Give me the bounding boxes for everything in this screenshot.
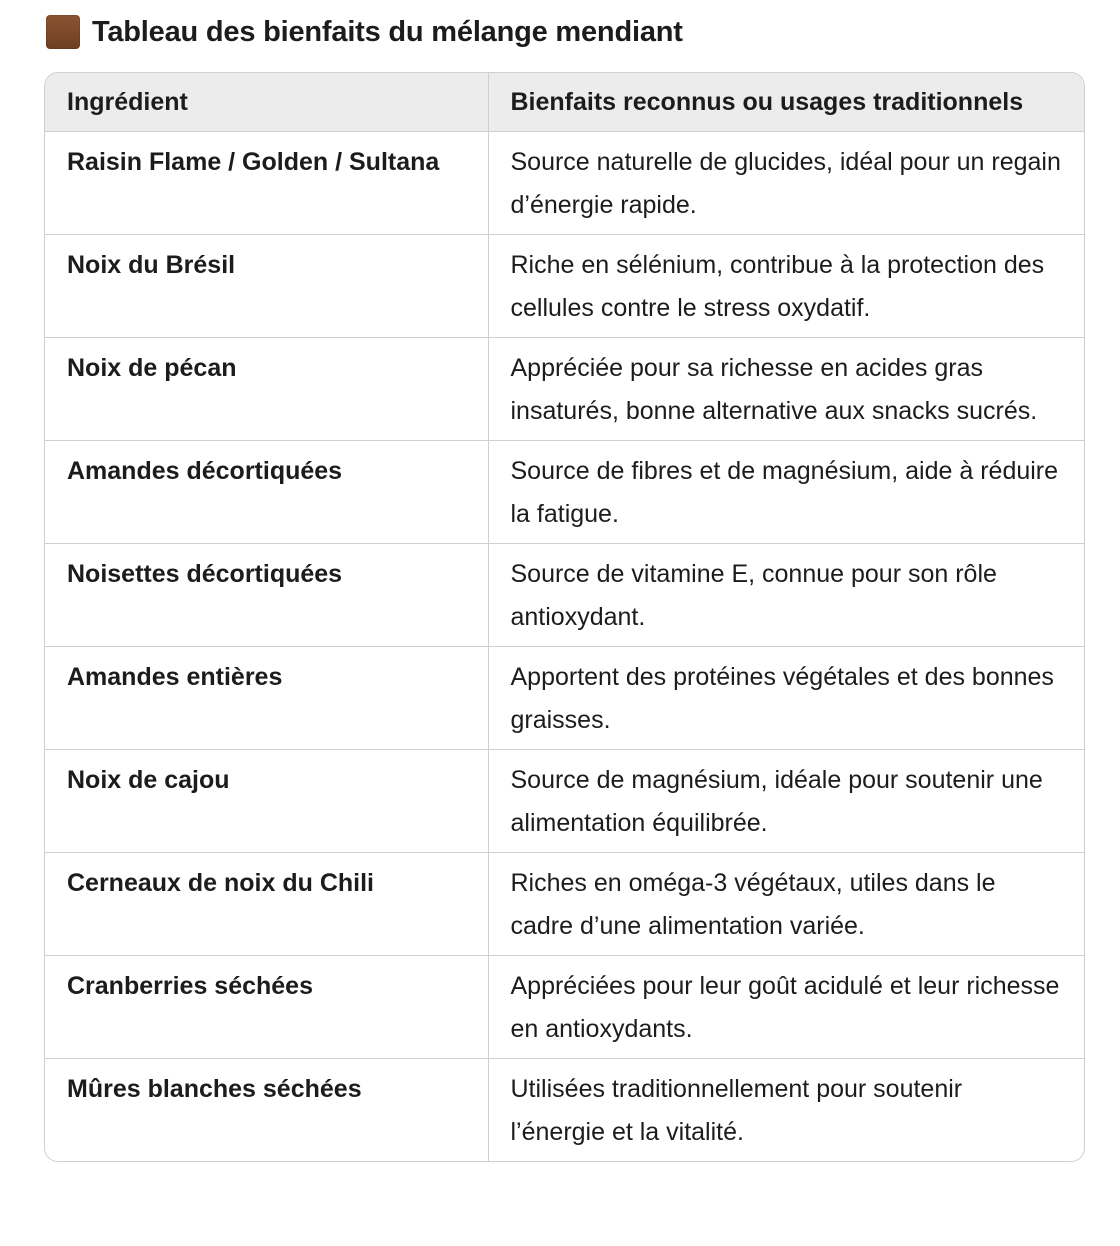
table-row [45, 441, 1084, 544]
ingredient-cell: Amandes décortiquées [45, 441, 488, 544]
benefits-table [44, 72, 1085, 1162]
benefit-cell: Riche en sélénium, contribue à la protection des cellules contre le stress oxydatif. [488, 235, 1084, 338]
ingredient-cell: Noix du Brésil [45, 235, 488, 338]
column-header-benefits: Bienfaits reconnus ou usages traditionnels [488, 73, 1084, 132]
page-title-text: Tableau des bienfaits du mélange mendiant [92, 15, 683, 48]
table-row [45, 338, 1084, 441]
table-row [45, 235, 1084, 338]
table-header-row [45, 73, 1084, 132]
ingredient-cell: Noix de cajou [45, 750, 488, 853]
ingredient-cell: Cranberries séchées [45, 956, 488, 1059]
column-header-ingredient: Ingrédient [45, 73, 488, 132]
ingredient-cell: Raisin Flame / Golden / Sultana [45, 132, 488, 235]
table-row [45, 647, 1084, 750]
benefit-cell: Source de fibres et de magnésium, aide à réduire la fatigue. [488, 441, 1084, 544]
benefits-table-grid [45, 73, 1084, 1161]
benefit-cell: Riches en oméga-3 végétaux, utiles dans le cadre d’une alimentation variée. [488, 853, 1084, 956]
brown-square-icon [46, 15, 80, 49]
benefit-cell: Source naturelle de glucides, idéal pour un regain d’énergie rapide. [488, 132, 1084, 235]
ingredient-cell: Mûres blanches séchées [67, 1075, 362, 1103]
table-row [45, 853, 1084, 956]
benefit-cell: Appréciée pour sa richesse en acides gras insaturés, bonne alternative aux snacks sucrés. [488, 338, 1084, 441]
benefit-cell: Source de vitamine E, connue pour son rôle antioxydant. [488, 544, 1084, 647]
ingredient-cell: Cerneaux de noix du Chili [45, 853, 488, 956]
table-row [45, 132, 1084, 235]
ingredient-cell: Noix de pécan [45, 338, 488, 441]
table-row [45, 1059, 1084, 1162]
ingredient-cell: Noisettes décortiquées [45, 544, 488, 647]
page-title [46, 12, 683, 52]
table-row [45, 544, 1084, 647]
ingredient-cell: Amandes entières [45, 647, 488, 750]
benefit-cell: Source de magnésium, idéale pour soutenir une alimentation équilibrée. [488, 750, 1084, 853]
benefit-cell: Apportent des protéines végétales et des bonnes graisses. [488, 647, 1084, 750]
benefit-cell: Utilisées traditionnellement pour soutenir l’énergie et la vitalité. [488, 1059, 1084, 1162]
table-row [45, 750, 1084, 853]
table-row [45, 956, 1084, 1059]
table-body [45, 132, 1084, 1162]
table-header [45, 73, 1084, 132]
benefit-cell: Appréciées pour leur goût acidulé et leur richesse en antioxydants. [488, 956, 1084, 1059]
